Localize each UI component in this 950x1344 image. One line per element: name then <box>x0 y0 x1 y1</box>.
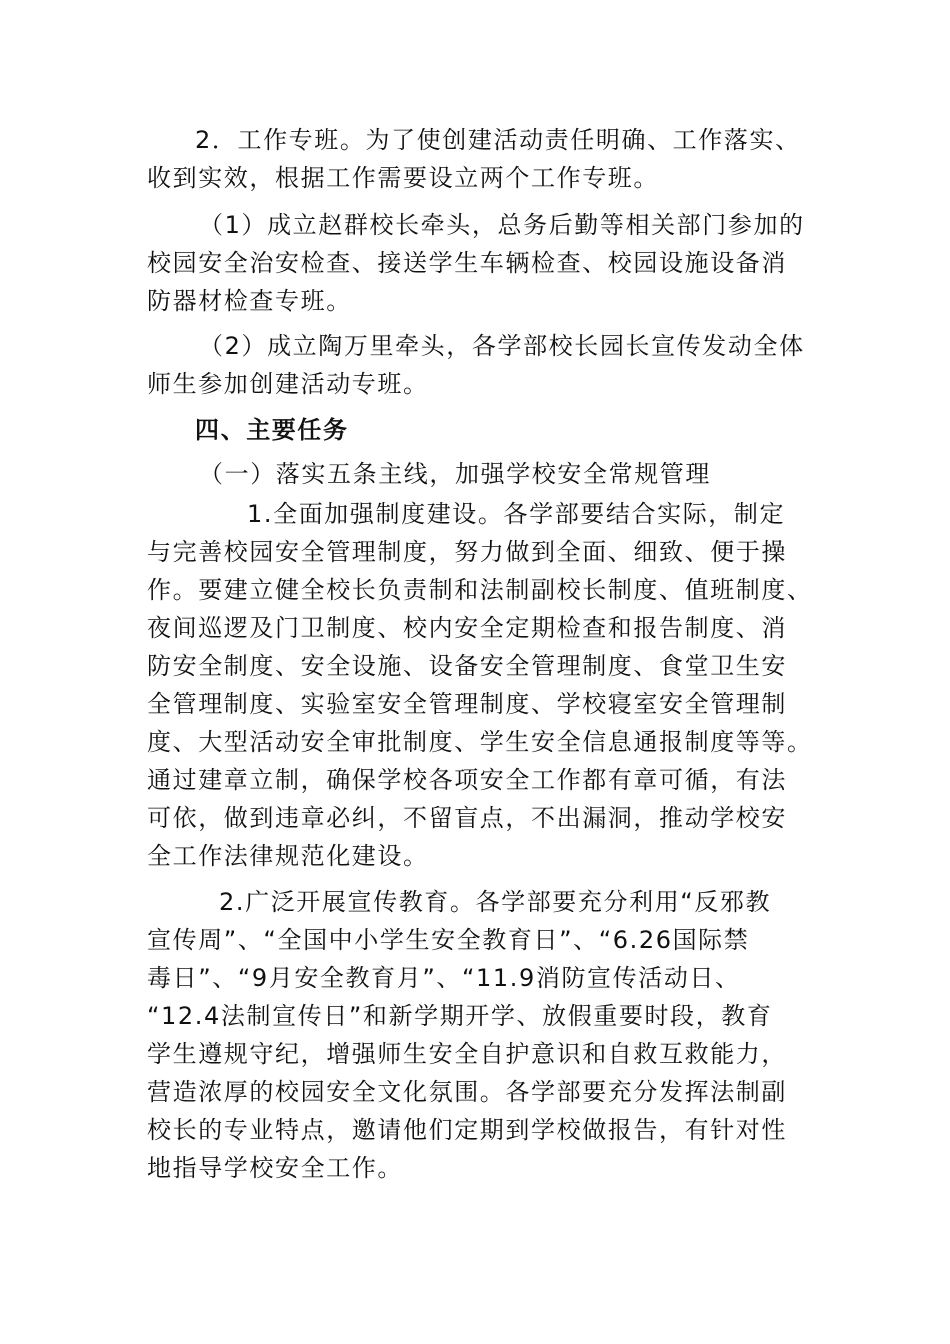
section-heading: 四、主要任务 <box>195 416 349 444</box>
paragraph-line: 毒日”、“9月安全教育月”、“11.9消防宣传活动日、 <box>147 964 741 992</box>
paragraph-line: 收到实效，根据工作需要设立两个工作专班。 <box>147 164 659 192</box>
paragraph-line: 1.全面加强制度建设。各学部要结合实际，制定 <box>247 500 786 528</box>
paragraph-line: 与完善校园安全管理制度，努力做到全面、细致、便于操 <box>147 538 787 566</box>
paragraph-line: 夜间巡逻及门卫制度、校内安全定期检查和报告制度、消 <box>147 614 787 642</box>
paragraph-line: 作。要建立健全校长负责制和法制副校长制度、值班制度、 <box>147 576 813 604</box>
paragraph-line: 2.广泛开展宣传教育。各学部要充分利用“反邪教 <box>219 888 772 916</box>
paragraph-line: 全管理制度、实验室安全管理制度、学校寝室安全管理制 <box>147 690 787 718</box>
paragraph-line: 防安全制度、安全设施、设备安全管理制度、食堂卫生安 <box>147 652 787 680</box>
subsection-heading: （一）落实五条主线，加强学校安全常规管理 <box>199 460 711 488</box>
paragraph-line: 通过建章立制，确保学校各项安全工作都有章可循，有法 <box>147 766 787 794</box>
paragraph-line: 校园安全治安检查、接送学生车辆检查、校园设施设备消 <box>147 249 787 277</box>
paragraph-line: 学生遵规守纪，增强师生安全自护意识和自救互救能力， <box>147 1040 787 1068</box>
paragraph-line: 师生参加创建活动专班。 <box>147 370 429 398</box>
paragraph-line: 校长的专业特点，邀请他们定期到学校做报告，有针对性 <box>147 1116 787 1144</box>
paragraph-line: 营造浓厚的校园安全文化氛围。各学部要充分发挥法制副 <box>147 1078 787 1106</box>
paragraph-line: 宣传周”、“全国中小学生安全教育日”、“6.26国际禁 <box>147 926 750 954</box>
paragraph-line: 地指导学校安全工作。 <box>147 1154 403 1182</box>
paragraph-line: （1）成立赵群校长牵头，总务后勤等相关部门参加的 <box>199 211 805 239</box>
paragraph-line: 防器材检查专班。 <box>147 287 352 315</box>
paragraph-line: 度、大型活动安全审批制度、学生安全信息通报制度等等。 <box>147 728 813 756</box>
paragraph-line: “12.4法制宣传日”和新学期开学、放假重要时段，教育 <box>147 1002 773 1030</box>
paragraph-line: 2．工作专班。为了使创建活动责任明确、工作落实、 <box>195 126 801 154</box>
paragraph-line: 可依，做到违章必纠，不留盲点，不出漏洞，推动学校安 <box>147 804 787 832</box>
paragraph-line: 全工作法律规范化建设。 <box>147 842 429 870</box>
paragraph-line: （2）成立陶万里牵头，各学部校长园长宣传发动全体 <box>199 332 805 360</box>
